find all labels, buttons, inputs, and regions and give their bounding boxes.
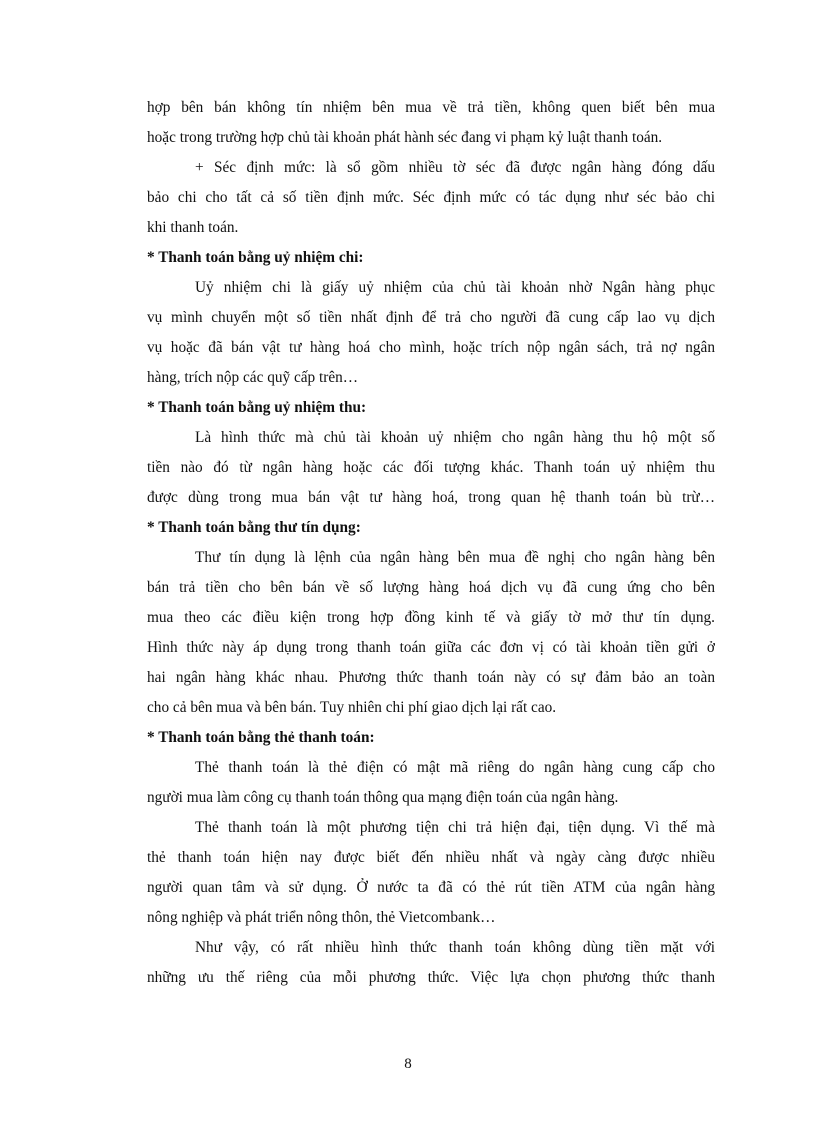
text-line: Thẻ thanh toán là thẻ điện có mật mã riêng do ngân hàng cung cấp cho xyxy=(195,759,715,776)
section-heading: * Thanh toán bằng uỷ nhiệm chi: xyxy=(147,249,364,266)
section-heading: * Thanh toán bằng uỷ nhiệm thu: xyxy=(147,399,367,416)
section-heading: * Thanh toán bằng thẻ thanh toán: xyxy=(147,729,375,746)
text-line: người mua làm công cụ thanh toán thông qua mạng điện toán của ngân hàng. xyxy=(147,789,619,806)
text-line: hợp bên bán không tín nhiệm bên mua về trả tiền, không quen biết bên mua xyxy=(147,99,715,116)
text-line: mua theo các điều kiện trong hợp đồng kinh tế và giấy tờ mở thư tín dụng. xyxy=(147,609,715,626)
text-line: bảo chi cho tất cả số tiền định mức. Séc định mức có tác dụng như séc bảo chi xyxy=(147,189,715,206)
section-heading: * Thanh toán bằng thư tín dụng: xyxy=(147,519,361,536)
text-line: được dùng trong mua bán vật tư hàng hoá, trong quan hệ thanh toán bù trừ… xyxy=(147,489,715,506)
text-line: + Séc định mức: là sổ gồm nhiều tờ séc đã được ngân hàng đóng dấu xyxy=(195,159,715,176)
text-line: người quan tâm và sử dụng. Ở nước ta đã có thẻ rút tiền ATM của ngân hàng xyxy=(147,879,715,896)
text-line: bán trả tiền cho bên bán về số lượng hàng hoá dịch vụ đã cung ứng cho bên xyxy=(147,579,715,596)
page-number: 8 xyxy=(404,1056,412,1072)
text-line: hàng, trích nộp các quỹ cấp trên… xyxy=(147,369,359,386)
text-line: Uỷ nhiệm chi là giấy uỷ nhiệm của chủ tài khoản nhờ Ngân hàng phục xyxy=(195,279,715,296)
text-line: cho cả bên mua và bên bán. Tuy nhiên chi phí giao dịch lại rất cao. xyxy=(147,699,557,716)
text-line: hai ngân hàng khác nhau. Phương thức thanh toán này có sự đảm bảo an toàn xyxy=(147,669,715,686)
text-line: Thẻ thanh toán là một phương tiện chi trả hiện đại, tiện dụng. Vì thế mà xyxy=(195,819,715,836)
text-line: Là hình thức mà chủ tài khoản uỷ nhiệm cho ngân hàng thu hộ một số xyxy=(195,429,715,446)
text-line: hoặc trong trường hợp chủ tài khoản phát hành séc đang vi phạm kỷ luật thanh toán. xyxy=(147,129,663,146)
text-line: Thư tín dụng là lệnh của ngân hàng bên mua đề nghị cho ngân hàng bên xyxy=(195,549,715,566)
body-text xyxy=(147,93,715,993)
text-line: những ưu thế riêng của mỗi phương thức. Việc lựa chọn phương thức thanh xyxy=(147,969,715,986)
text-line: khi thanh toán. xyxy=(147,219,239,236)
text-line: vụ hoặc đã bán vật tư hàng hoá cho mình, hoặc trích nộp ngân sách, trả nợ ngân xyxy=(147,339,715,356)
text-line: Như vậy, có rất nhiều hình thức thanh toán không dùng tiền mặt với xyxy=(195,939,715,956)
text-line: Hình thức này áp dụng trong thanh toán giữa các đơn vị có tài khoản tiền gửi ở xyxy=(147,639,715,656)
text-line: nông nghiệp và phát triển nông thôn, thẻ Vietcombank… xyxy=(147,909,496,926)
text-line: thẻ thanh toán hiện nay được biết đến nhiều nhất và ngày càng được nhiều xyxy=(147,849,715,866)
text-line: vụ mình chuyển một số tiền nhất định để trả cho người đã cung cấp lao vụ dịch xyxy=(147,309,715,326)
text-line: tiền nào đó từ ngân hàng hoặc các đối tượng khác. Thanh toán uỷ nhiệm thu xyxy=(147,459,715,476)
